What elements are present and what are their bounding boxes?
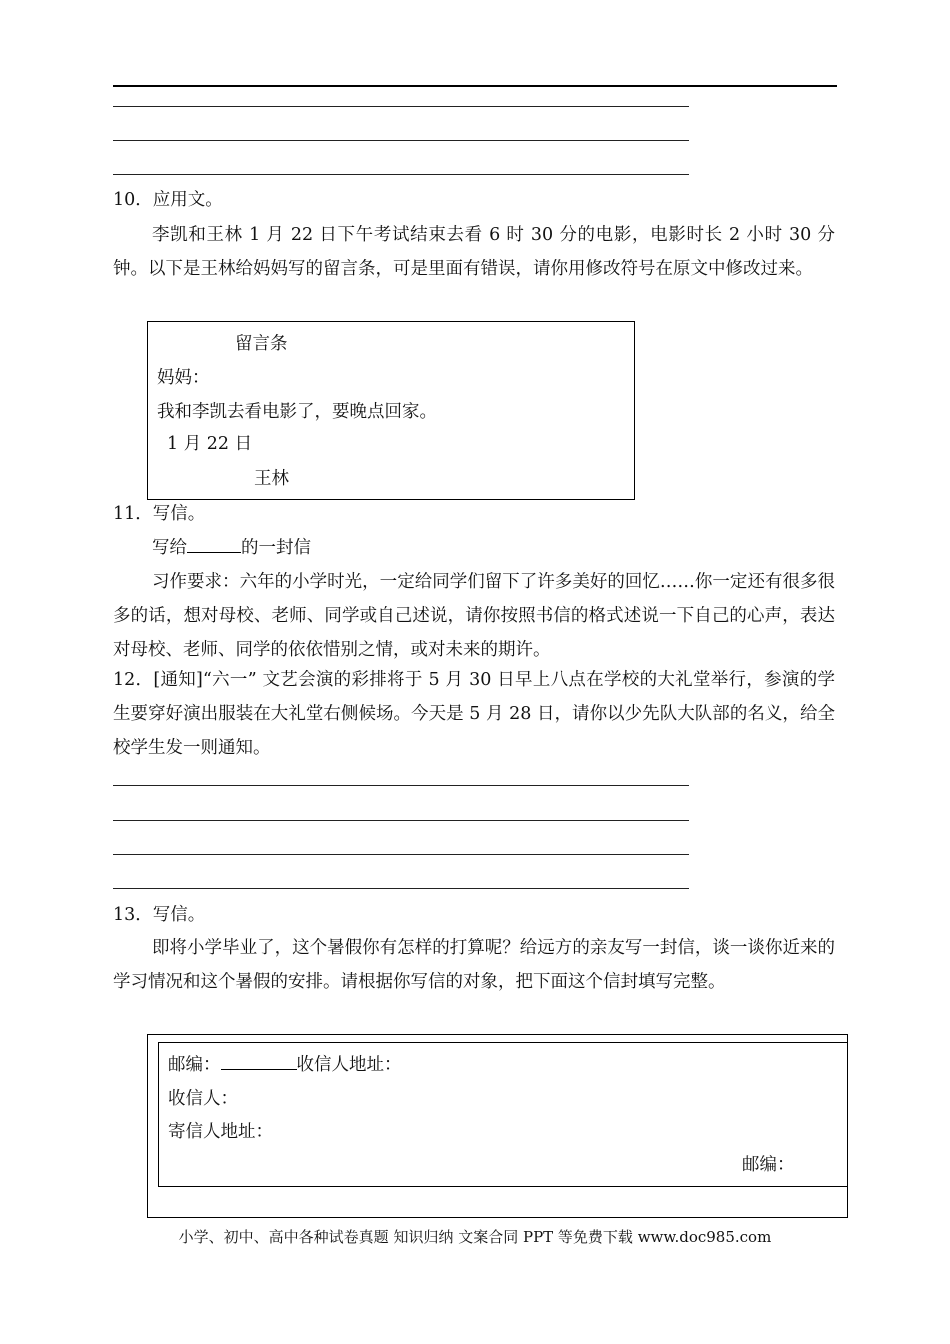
- answer-line: [113, 785, 689, 786]
- answer-line: [113, 888, 689, 889]
- top-rule: [113, 85, 837, 87]
- q12-text: 12．[通知]“六一” 文艺会演的彩排将于 5 月 30 日早上八点在学校的大礼堂举行，参演的学生要穿好演出服装在大礼堂右侧候场。今天是 5 月 28 日，请你以少先队大队部的名义，给全校学生发一则通知。: [113, 670, 835, 758]
- sender-postcode-label: 邮编：: [742, 1155, 795, 1175]
- answer-line: [113, 106, 689, 107]
- q10-title: 10．应用文。: [113, 190, 223, 210]
- answer-line: [113, 854, 689, 855]
- postcode-blank[interactable]: [221, 1069, 297, 1070]
- answer-line: [113, 140, 689, 141]
- q13-instructions: 即将小学毕业了，这个暑假你有怎样的打算呢？给远方的亲友写一封信，谈一谈你近来的学习情况和这个暑假的安排。请根据你写信的对象，把下面这个信封填写完整。: [113, 938, 835, 992]
- answer-line: [113, 174, 689, 175]
- recipient-address-label: 收信人地址：: [296, 1055, 402, 1075]
- note-body: 我和李凯去看电影了，要晚点回家。: [157, 402, 437, 422]
- postcode-label: 邮编：: [168, 1055, 221, 1075]
- note-date: 1 月 22 日: [167, 434, 253, 454]
- q11-subtitle-suffix: 的一封信: [241, 538, 311, 558]
- recipient-blank[interactable]: [187, 552, 241, 553]
- q11-title: 11．写信。: [113, 504, 206, 524]
- q11-subtitle: [152, 531, 872, 565]
- answer-line: [113, 820, 689, 821]
- note-heading: 留言条: [235, 334, 288, 354]
- q11-instructions: 习作要求：六年的小学时光，一定给同学们留下了许多美好的回忆……你一定还有很多很多的话，想对母校、老师、同学或自己述说，请你按照书信的格式述说一下自己的心声，表达对母校、老师、同学的依依惜别之情，或对未来的期许。: [113, 572, 835, 660]
- q11-subtitle-prefix: 写给: [152, 538, 187, 558]
- recipient-label: 收信人：: [168, 1089, 238, 1109]
- q13-title: 13．写信。: [113, 905, 206, 925]
- envelope-postcode-row: [168, 1051, 402, 1076]
- q10-instructions: 李凯和王林 1 月 22 日下午考试结束去看 6 时 30 分的电影，电影时长 2 小时 30 分钟。以下是王林给妈妈写的留言条，可是里面有错误，请你用修改符号在原文中修改过来。: [113, 225, 835, 279]
- note-salutation: 妈妈：: [157, 368, 210, 388]
- note-signature: 王林: [254, 469, 289, 489]
- page-footer: 小学、初中、高中各种试卷真题 知识归纳 文案合同 PPT 等免费下载 www.doc985.com: [178, 1228, 772, 1246]
- sender-address-label: 寄信人地址：: [168, 1122, 273, 1142]
